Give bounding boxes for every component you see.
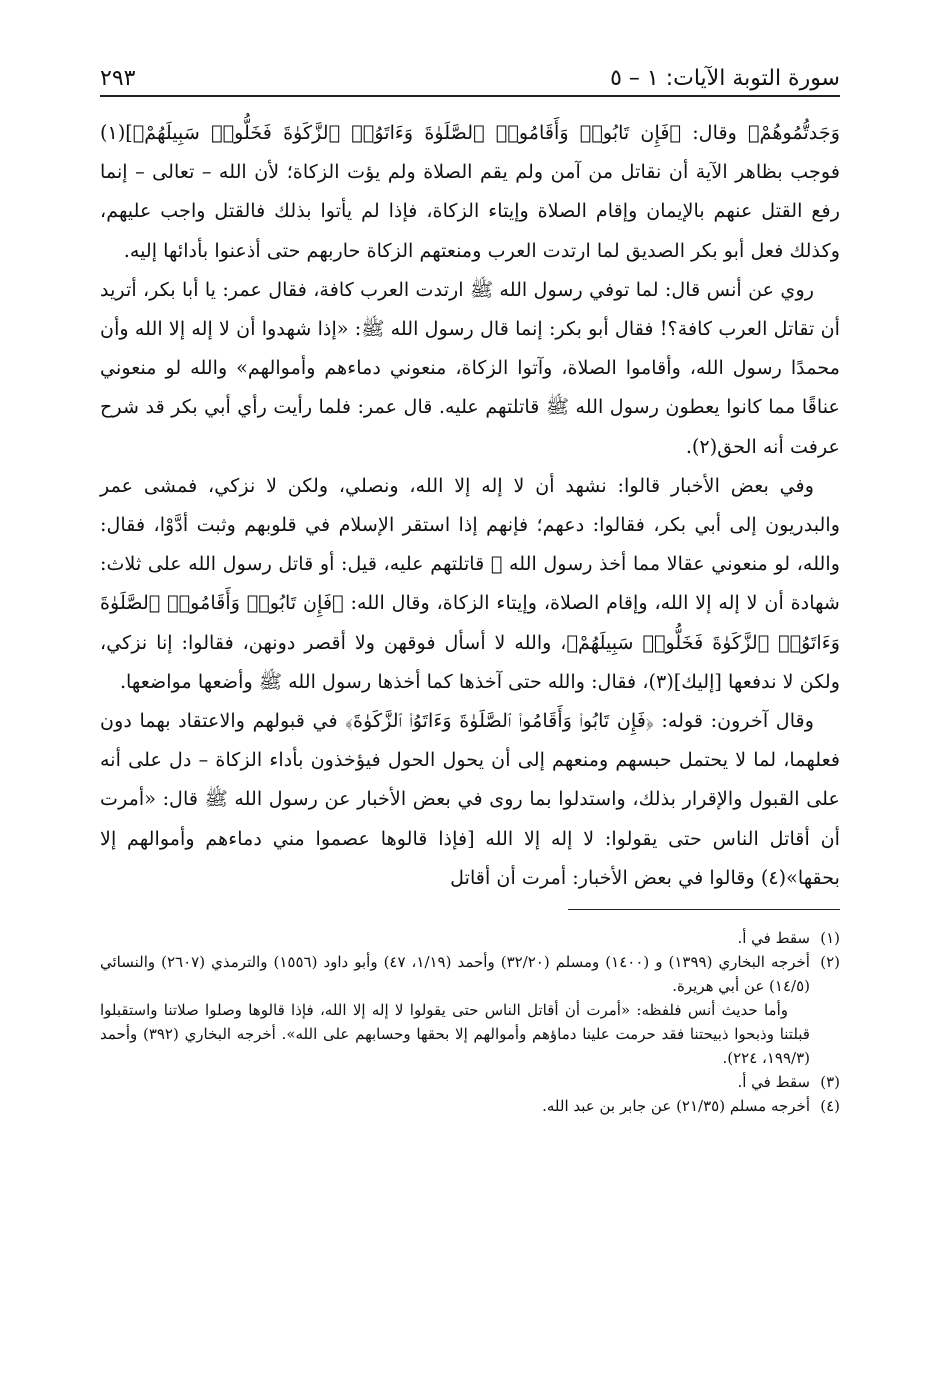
main-text xyxy=(100,113,840,897)
footnote-number: (٤) xyxy=(820,1097,840,1116)
page-number: ٢٩٣ xyxy=(100,66,136,91)
paragraph: وَجَدتُّمُوهُمْ﴾ وقال: ﴿فَإِن تَابُوا۟ وَأَقَامُوا۟ ٱلصَّلَوٰةَ وَءَاتَوُا۟ ٱلزَّكَوٰةَ فَخَلُّوا۟ سَبِيلَهُمْ﴾](١) فوجب بظاهر الآية أن نقاتل من آمن ولم يقم الصلاة ولم يؤت الزكاة؛ لأن الله – تعالى – إنما رفع القتل عنهم بالإيمان وإقام الصلاة وإيتاء الزكاة، فإذا لم يأتوا بذلك فالقتل واجب عليهم، وكذلك فعل أبو بكر الصديق لما ارتدت العرب ومنعتهم الزكاة حاربهم حتى أذعنوا بأدائها إليه. xyxy=(100,121,840,262)
footnote-continuation: وأما حديث أنس فلفظه: «أمرت أن أقاتل الناس حتى يقولوا لا إله إلا الله، فإذا قالوها وصلوا صلاتنا واستقبلوا قبلتنا وذبحوا ذبيحتنا فقد حرمت علينا دماؤهم وأموالهم إلا بحقها وحسابهم على الله». أخرجه البخاري (٣٩٢) وأحمد (١٩٩/٣، ٢٢٤). xyxy=(100,1001,810,1068)
footnotes xyxy=(100,926,840,1118)
paragraph: وفي بعض الأخبار قالوا: نشهد أن لا إله إلا الله، ونصلي، ولكن لا نزكي، فمشى عمر والبدريون إلى أبي بكر، فقالوا: دعهم؛ فإنهم إذا استقر الإسلام في قلوبهم وثبت أدَّوْا، فقال: والله، لو منعوني عقالا مما أخذ رسول الله ﷺ قاتلتهم عليه، قيل: أو قاتل رسول الله على ثلاث: شهادة أن لا إله إلا الله، وإقام الصلاة، وإيتاء الزكاة، وقال الله: ﴿فَإِن تَابُوا۟ وَأَقَامُوا۟ ٱلصَّلَوٰةَ وَءَاتَوُا۟ ٱلزَّكَوٰةَ فَخَلُّوا۟ سَبِيلَهُمْ﴾، والله لا أسأل فوقهن ولا أقصر دونهن، فقالوا: إنا نزكي، ولكن لا ندفعها [إليك](٣)، فقال: والله حتى آخذها كما أخذها رسول الله ﷺ وأضعها مواضعها. xyxy=(100,473,840,693)
footnote xyxy=(100,1094,840,1118)
paragraph: روي عن أنس قال: لما توفي رسول الله ﷺ ارتدت العرب كافة، فقال عمر: يا أبا بكر، أتريد أن تقاتل العرب كافة؟! فقال أبو بكر: إنما قال رسول الله ﷺ: «إذا شهدوا أن لا إله إلا الله وأن محمدًا رسول الله، وأقاموا الصلاة، وآتوا الزكاة، منعوني دماءهم وأموالهم» والله لو منعوني عناقًا مما كانوا يعطون رسول الله ﷺ قاتلتهم عليه. قال عمر: فلما رأيت رأي أبي بكر قد شرح عرفت أنه الحق(٢). xyxy=(100,277,840,458)
footnote-number: (٣) xyxy=(820,1073,840,1092)
footnote-text: أخرجه مسلم (٢١/٣٥) عن جابر بن عبد الله. xyxy=(542,1097,810,1116)
footnote xyxy=(100,926,840,950)
running-title: سورة التوبة الآيات: ١ – ٥ xyxy=(610,66,840,91)
footnote-number: (١) xyxy=(820,929,840,948)
footnote xyxy=(100,1070,840,1094)
footnote-number: (٢) xyxy=(820,953,840,972)
footnote-text: أخرجه البخاري (١٣٩٩) و (١٤٠٠) ومسلم (٣٢/٢٠) وأحمد (١/١٩، ٤٧) وأبو داود (١٥٥٦) والترمذي (٢٦٠٧) والنسائي (١٤/٥) عن أبي هريرة. xyxy=(100,953,810,996)
footnote xyxy=(100,950,840,998)
footnote-separator xyxy=(568,909,840,910)
footnote-text: سقط في أ. xyxy=(737,1073,810,1092)
book-page xyxy=(100,55,840,1118)
footnote-text: سقط في أ. xyxy=(737,929,810,948)
paragraph: وقال آخرون: قوله: ﴿فَإِن تَابُوا۟ وَأَقَامُوا۟ ٱلصَّلَوٰةَ وَءَاتَوُا۟ ٱلزَّكَوٰةَ﴾ في قبولهم والاعتقاد بهما دون فعلهما، لما لا يحتمل حبسهم ومنعهم إلى أن يحول الحول فيؤخذون بأداء الزكاة – دل على أنه على القبول والإقرار بذلك، واستدلوا بما روى في بعض الأخبار عن رسول الله ﷺ قال: «أمرت أن أقاتل الناس حتى يقولوا: لا إله إلا الله [فإذا قالوها عصموا مني دماءهم وأموالهم إلا بحقها»(٤) وقالوا في بعض الأخبار: أمرت أن أقاتل xyxy=(100,709,840,889)
page-header xyxy=(100,55,840,97)
